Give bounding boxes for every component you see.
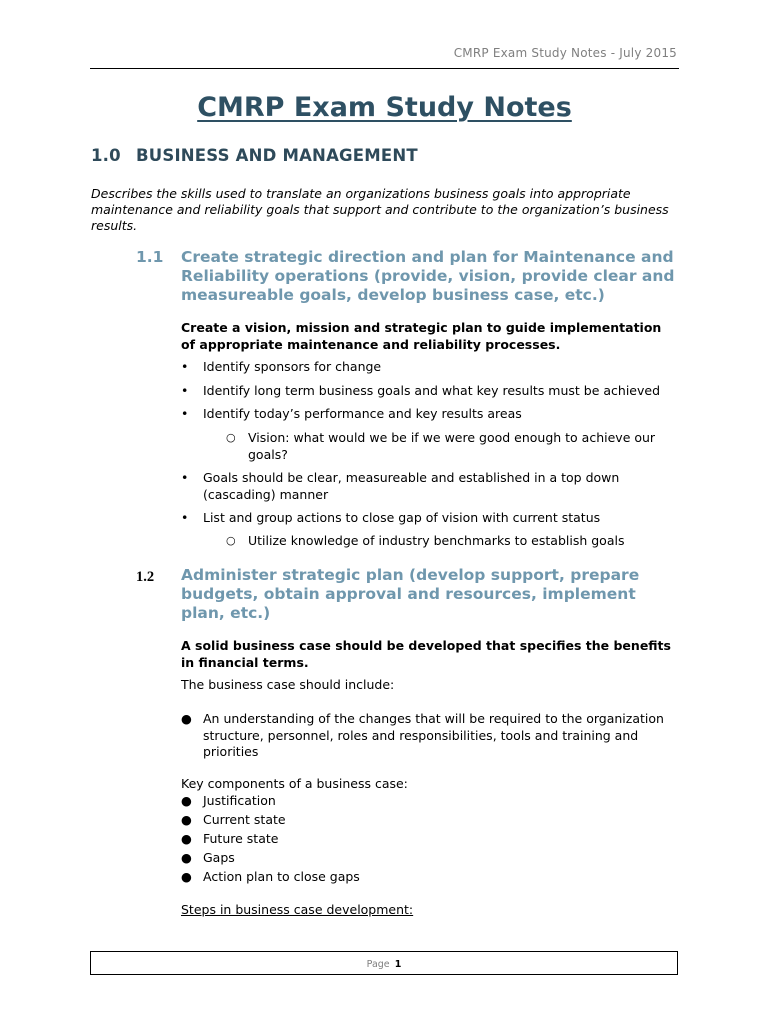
list-item: ● Future state bbox=[181, 831, 279, 846]
running-header: CMRP Exam Study Notes - July 2015 bbox=[453, 46, 677, 60]
bullet-icon: • bbox=[181, 359, 189, 374]
steps-title: Steps in business case development: bbox=[181, 902, 414, 917]
page-footer bbox=[90, 951, 678, 975]
bullet-icon: ● bbox=[181, 869, 192, 884]
section-heading bbox=[91, 146, 418, 165]
section-description: Describes the skills used to translate an organizations business goals into appropriate maintenance and reliability goals that support and contribute to the organization’s business results. bbox=[91, 186, 669, 233]
list-item: ● Gaps bbox=[181, 850, 235, 865]
section-number: 1.0 bbox=[91, 146, 121, 165]
subsection-title: Administer strategic plan (develop support, prepare budgets, obtain approval and resources, implement plan, etc.) bbox=[181, 566, 640, 622]
list-item: • Identify long term business goals and what key results must be achieved bbox=[181, 383, 661, 398]
list-item: • Identify sponsors for change bbox=[181, 359, 382, 374]
subsection-1-2-heading bbox=[136, 566, 676, 623]
list-item: ● An understanding of the changes that will be required to the organization structure, personnel, roles and responsibilities, tools and training and priorities bbox=[181, 711, 664, 759]
document-title: CMRP Exam Study Notes bbox=[197, 92, 572, 123]
business-case-intro: The business case should include: bbox=[181, 677, 395, 692]
bullet-icon: • bbox=[181, 470, 189, 485]
sub-list-item: ○ Utilize knowledge of industry benchmarks to establish goals bbox=[226, 533, 625, 548]
bullet-icon: • bbox=[181, 383, 189, 398]
list-item: ● Current state bbox=[181, 812, 286, 827]
list-item: ● Justification bbox=[181, 793, 276, 808]
bullet-icon: ● bbox=[181, 850, 192, 865]
bullet-icon: ● bbox=[181, 711, 192, 726]
list-item: ● Action plan to close gaps bbox=[181, 869, 360, 884]
bullet-icon: ● bbox=[181, 793, 192, 808]
subsection-title: Create strategic direction and plan for Maintenance and Reliability operations (provide, vision, provide clear and measureable goals, develop business case, etc.) bbox=[181, 248, 675, 304]
components-title: Key components of a business case: bbox=[181, 776, 408, 791]
page-label: Page bbox=[366, 959, 390, 970]
sub-list-item: ○ Vision: what would we be if we were good enough to achieve our goals? bbox=[226, 430, 656, 462]
subsection-1-2-lead: A solid business case should be developed that specifies the benefits in financial terms. bbox=[181, 638, 671, 670]
subsection-number: 1.2 bbox=[136, 569, 155, 585]
bullet-icon: • bbox=[181, 406, 189, 421]
subsection-number: 1.1 bbox=[136, 248, 164, 266]
bullet-icon: • bbox=[181, 510, 189, 525]
circle-bullet-icon: ○ bbox=[226, 534, 236, 547]
section-title: BUSINESS AND MANAGEMENT bbox=[136, 146, 418, 165]
subsection-1-1-heading bbox=[136, 248, 676, 305]
bullet-icon: ● bbox=[181, 831, 192, 846]
bullet-icon: ● bbox=[181, 812, 192, 827]
subsection-1-1-lead: Create a vision, mission and strategic plan to guide implementation of appropriate maintenance and reliability processes. bbox=[181, 320, 662, 352]
header-rule bbox=[90, 68, 679, 69]
circle-bullet-icon: ○ bbox=[226, 431, 236, 444]
list-item: • List and group actions to close gap of vision with current status bbox=[181, 510, 601, 525]
page-number: 1 bbox=[394, 959, 402, 970]
list-item: • Goals should be clear, measureable and established in a top down (cascading) manner bbox=[181, 470, 620, 502]
list-item: • Identify today’s performance and key results areas bbox=[181, 406, 522, 421]
